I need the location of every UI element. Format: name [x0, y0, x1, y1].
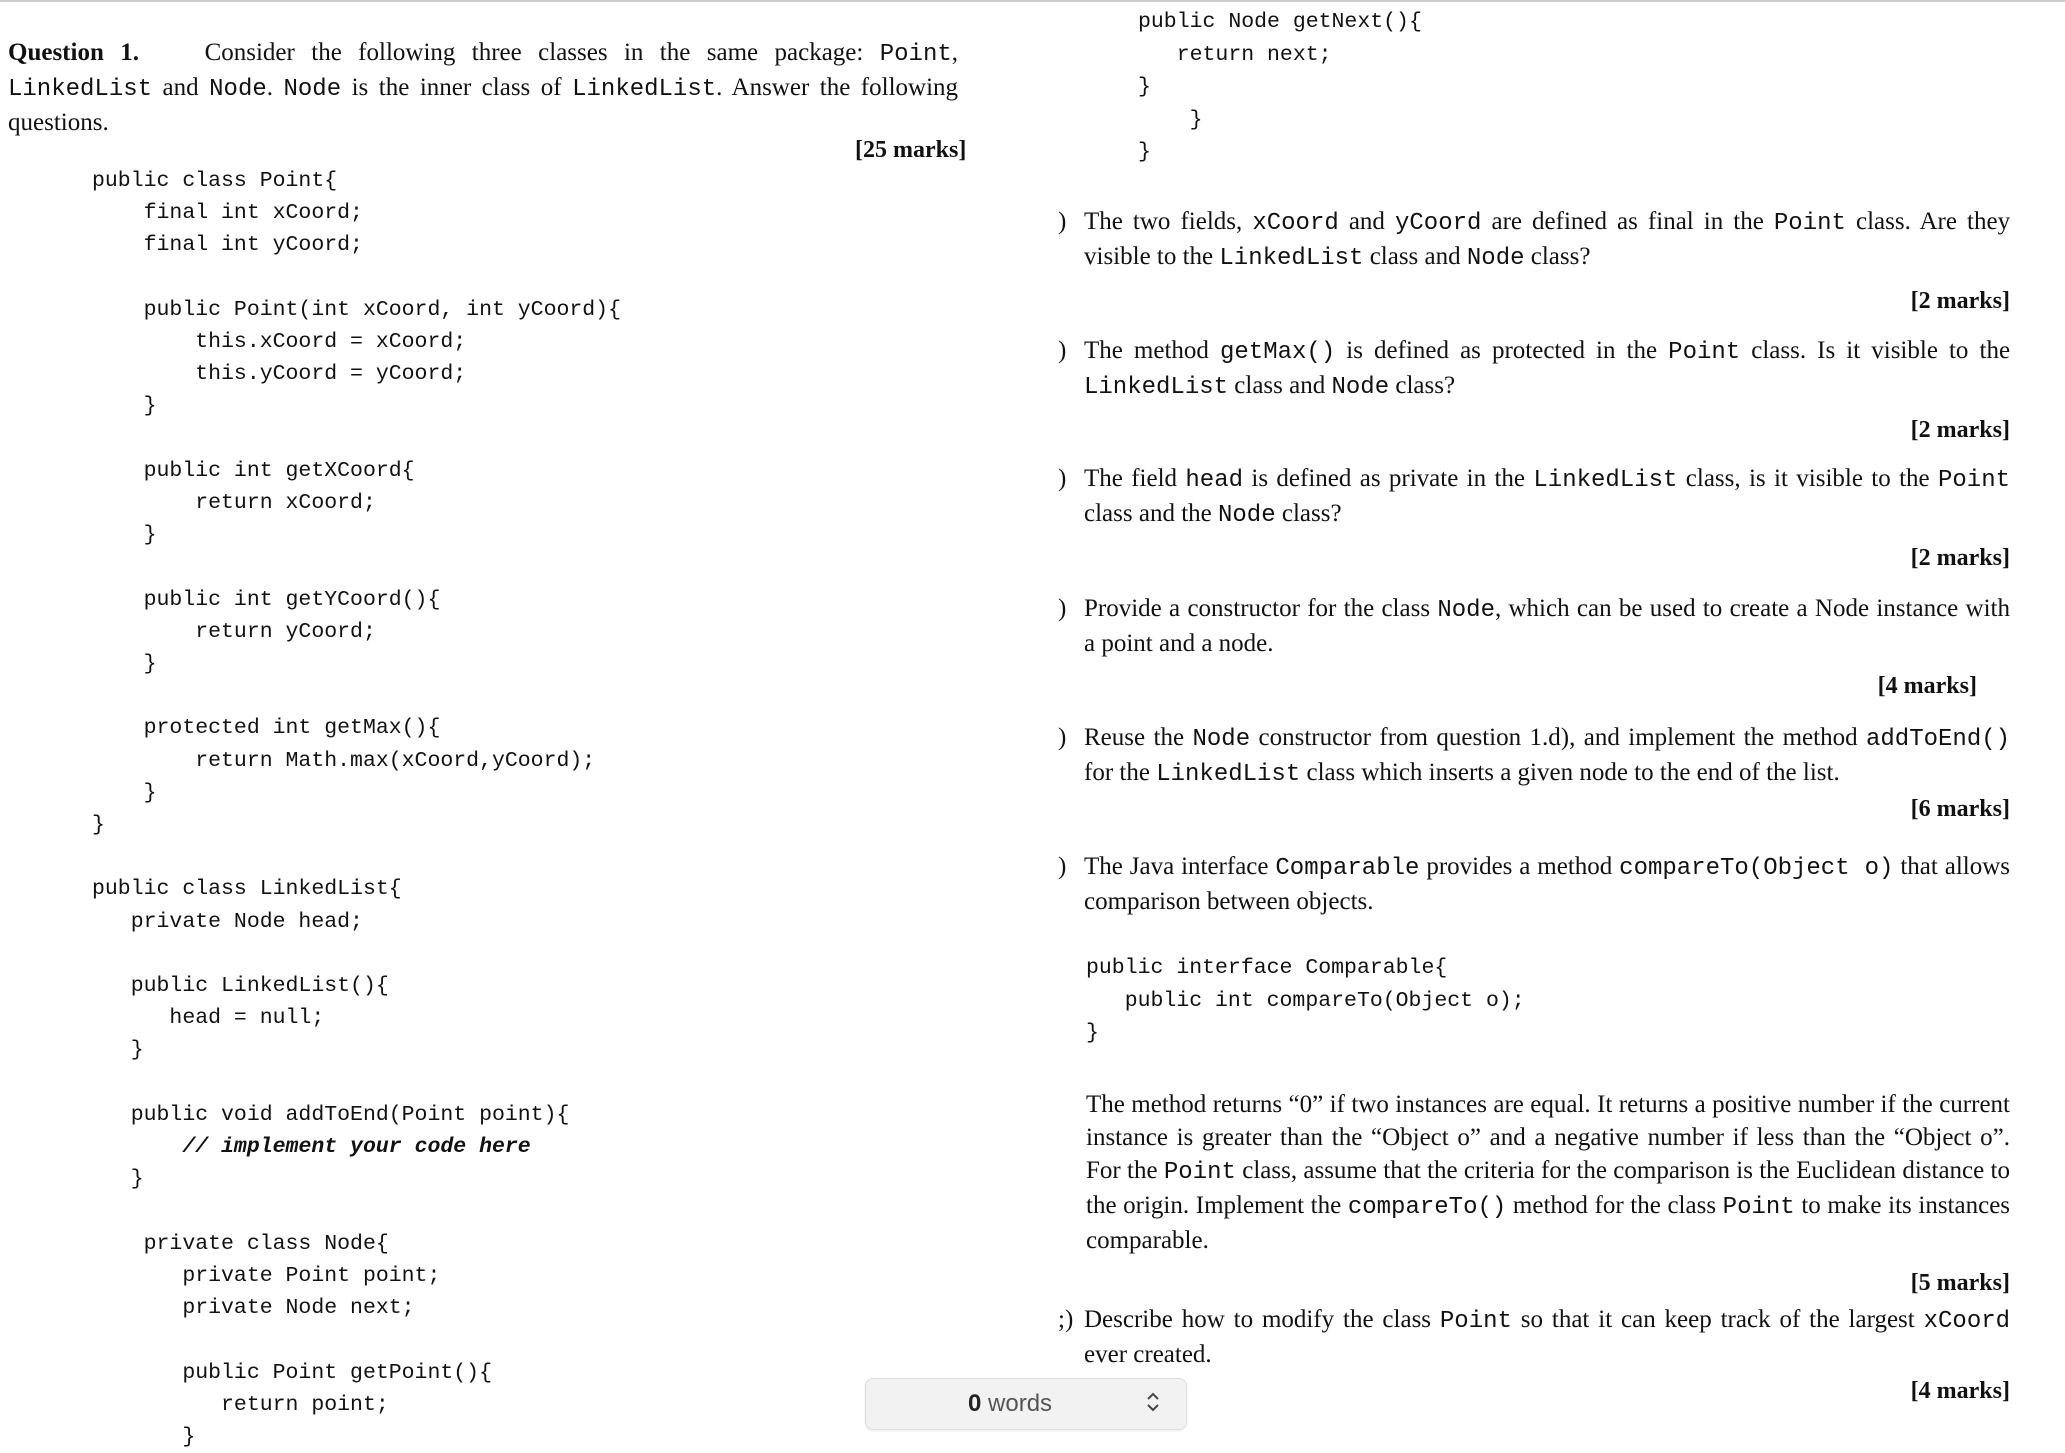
code-left-line [92, 1067, 621, 1099]
part-d-marks: [4 marks] [1877, 673, 1977, 699]
part-f-text: The Java interface Comparable provides a method compareTo(Object o) that allows comparison between objects. [1084, 853, 2011, 915]
part-g-marks: [4 marks] [1910, 1378, 2010, 1404]
part-g-text: Describe how to modify the class Point so that it can keep track of the largest xCoord ever created. [1084, 1306, 2011, 1368]
part-c-marks: [2 marks] [1910, 545, 2010, 571]
part-c-text: The field head is defined as private in the LinkedList class, is it visible to the Point class and the Node class? [1084, 465, 2011, 529]
part-a: ) The two fields, xCoord and yCoord are defined as final in the Point class. Are they visible to the LinkedList class and Node class? [2 marks] [1058, 205, 2010, 318]
code-left-line: private Node next; [92, 1296, 415, 1321]
part-e: ) Reuse the Node constructor from question 1.d), and implement the method addToEnd() for the LinkedList class which inserts a given node to the end of the list. [6 marks] [1058, 721, 2010, 826]
part-g: ;) Describe how to modify the class Point so that it can keep track of the largest xCoord ever created. [4 marks] [1058, 1303, 2010, 1408]
code-left-line: public Point(int xCoord, int yCoord){ [92, 297, 621, 322]
code-left-line: private Node head; [92, 909, 363, 934]
code-left-line: } [92, 1424, 196, 1449]
code-iface-line: public interface Comparable{ [1086, 956, 1448, 980]
top-border [0, 0, 2065, 2]
code-right-line: } [1138, 75, 1151, 99]
code-left-line [92, 841, 621, 873]
part-f-description: The method returns “0” if two instances are equal. It returns a positive number if the current instance is greater than the “Object o” and a negative number if less than the “Object o”. For the Point class, assume that the criteria for the comparison is the Euclidean distance to the origin. Implement the compareTo() method for the class Point to make its instances comparable. [1086, 1090, 2011, 1254]
code-left-line: } [92, 652, 157, 677]
code-iface-line: public int compareTo(Object o); [1086, 988, 1525, 1013]
code-right-line: } [1138, 107, 1203, 132]
code-left-line: this.xCoord = xCoord; [92, 330, 467, 355]
code-left-line [92, 680, 621, 712]
code-left-line [92, 551, 621, 583]
part-e-marks: [6 marks] [1910, 796, 2010, 822]
part-d-text: Provide a constructor for the class Node, which can be used to create a Node instance with a point and a node. [1084, 595, 2011, 657]
part-e-text: Reuse the Node constructor from question 1.d), and implement the method addToEnd() for the LinkedList class which inserts a given node to the end of the list. [1084, 724, 2011, 788]
part-b-marks: [2 marks] [1910, 417, 2010, 443]
code-left-line: return point; [92, 1392, 389, 1417]
code-left-line: } [92, 394, 157, 419]
code-right-line: return next; [1138, 42, 1332, 67]
code-left-line: return xCoord; [92, 491, 376, 516]
part-f-marks: [5 marks] [1910, 1269, 2010, 1296]
code-left-line: public int getYCoord(){ [92, 587, 441, 612]
code-left-line: } [92, 1167, 144, 1192]
word-count: 0 words [968, 1390, 1053, 1417]
code-left-line: // implement your code here [182, 1135, 531, 1160]
code-left-line [92, 262, 621, 294]
code-block-classes [92, 165, 621, 1453]
word-count-widget[interactable] [865, 1378, 1187, 1430]
code-left-line: public class LinkedList{ [92, 877, 402, 902]
part-c: ) The field head is defined as private in the LinkedList class, is it visible to the Point class and the Node class? [2 marks] [1058, 462, 2010, 575]
code-iface-line: } [1086, 1021, 1099, 1045]
question-label: Question 1. [8, 39, 139, 66]
code-left-line [92, 1196, 621, 1228]
part-a-marks: [2 marks] [1910, 288, 2010, 314]
code-left-line: return yCoord; [92, 619, 376, 644]
chevron-up-down-icon[interactable] [1144, 1387, 1162, 1424]
code-left-line: return Math.max(xCoord,yCoord); [92, 748, 596, 773]
total-marks: [25 marks] [855, 137, 967, 163]
code-left-line: public LinkedList(){ [92, 974, 389, 999]
code-left-line: public void addToEnd(Point point){ [92, 1102, 570, 1127]
code-left-line: public Point getPoint(){ [92, 1360, 492, 1385]
code-left-line: private class Node{ [92, 1231, 389, 1256]
code-left-line: this.yCoord = yCoord; [92, 362, 467, 387]
comparable-interface-code [1086, 952, 2010, 1050]
code-left-line: public class Point{ [92, 169, 338, 193]
code-left-line: } [92, 780, 157, 805]
code-left-line: final int yCoord; [92, 233, 363, 258]
code-left-line: final int xCoord; [92, 201, 363, 226]
part-b-text: The method getMax() is defined as protected in the Point class. Is it visible to the LinkedList class and Node class? [1084, 337, 2011, 401]
code-left-line: private Point point; [92, 1263, 441, 1288]
code-left-line: } [92, 813, 105, 838]
part-a-text: The two fields, xCoord and yCoord are defined as final in the Point class. Are they visible to the LinkedList class and Node class? [1084, 208, 2011, 272]
code-left-line: public int getXCoord{ [92, 458, 415, 483]
code-right-line: public Node getNext(){ [1138, 10, 1422, 34]
code-block-continued [1138, 6, 1422, 169]
code-right-line: } [1138, 140, 1151, 164]
code-left-line [92, 938, 621, 970]
part-f: ) The Java interface Comparable provides a method compareTo(Object o) that allows comparison between objects. public interface Comparable{ public int compareTo(Object o); } The method returns “0” if two instances are equal. It returns a positive number if the current instance is greater than the “Object o” and a negative number if less than the “Object o”. For the Point class, assume that the criteria for the comparison is the Euclidean distance to the origin. Implement the compareTo() method for the class Point to make its instances comparable. [5 marks] [1058, 850, 2010, 1300]
code-left-line: } [92, 1038, 144, 1063]
code-left-line: head = null; [92, 1006, 325, 1031]
code-left-line [92, 423, 621, 455]
question-heading: Question 1. Consider the following three classes in the same package: Point, LinkedList and Node. Node is the inner class of LinkedList. Answer the following questions. [8, 39, 959, 136]
code-left-line: } [92, 523, 157, 548]
code-left-line [92, 1324, 621, 1356]
code-left-line: protected int getMax(){ [92, 716, 441, 741]
part-b: ) The method getMax() is defined as protected in the Point class. Is it visible to the LinkedList class and Node class? [2 marks] [1058, 334, 2010, 447]
part-d: ) Provide a constructor for the class Node, which can be used to create a Node instance with a point and a node. [4 marks] [1058, 592, 2010, 703]
